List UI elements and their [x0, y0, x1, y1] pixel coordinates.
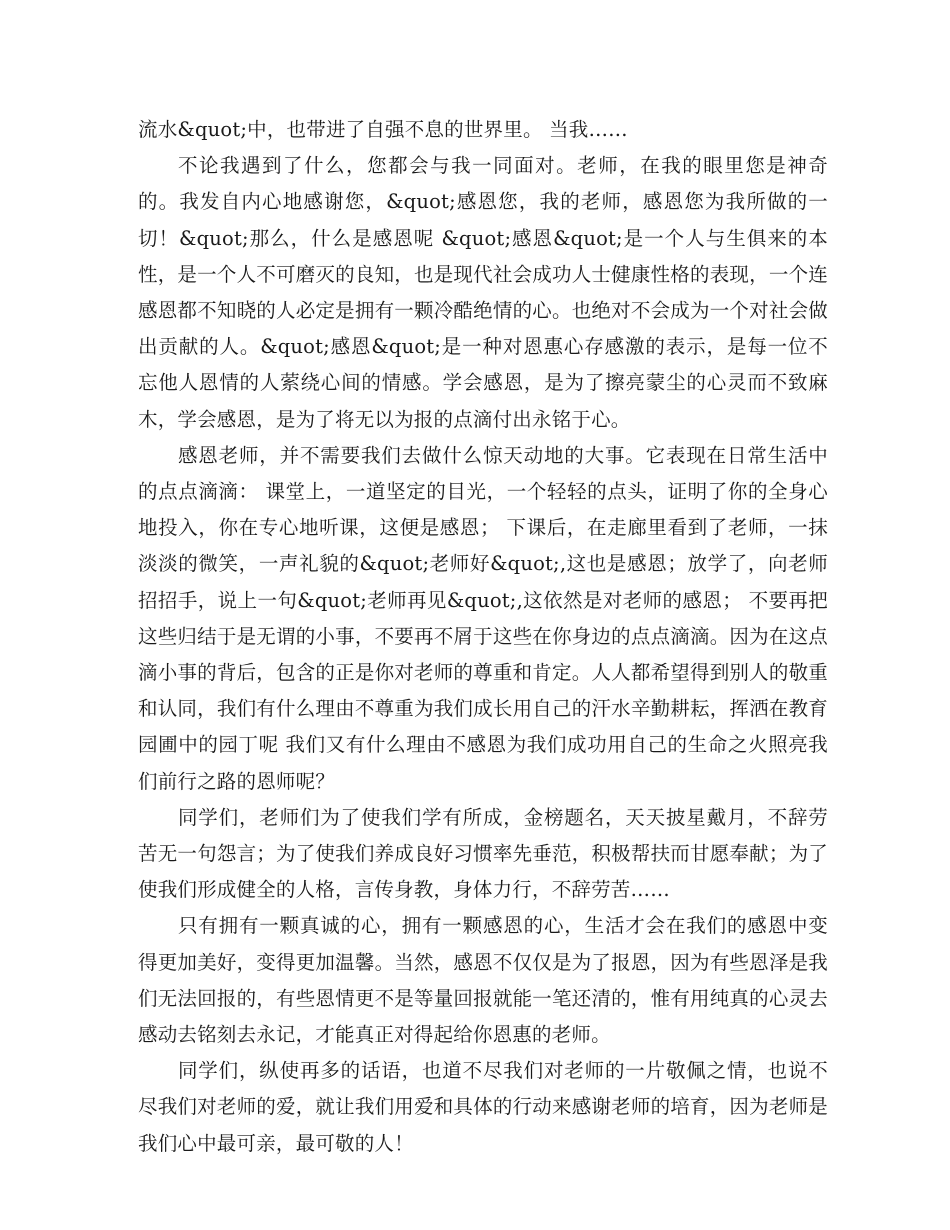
paragraph-1: 流水&quot;中，也带进了自强不息的世界里。 当我……	[138, 118, 628, 141]
document-body	[138, 112, 828, 1162]
paragraph-5: 只有拥有一颗真诚的心，拥有一颗感恩的心，生活才会在我们的感恩中变得更加美好，变得更加温馨。当然，感恩不仅仅是为了报恩，因为有些恩泽是我们无法回报的，有些恩情更不是等量回报就能一笔还清的，惟有用纯真的心灵去感动去铭刻去永记，才能真正对得起给你恩惠的老师。	[138, 914, 828, 1047]
paragraph-4: 同学们，老师们为了使我们学有所成，金榜题名，天天披星戴月，不辞劳苦无一句怨言；为了使我们养成良好习惯率先垂范，积极帮扶而甘愿奉献；为了使我们形成健全的人格，言传身教，身体力行，不辞劳苦……	[138, 805, 828, 902]
paragraph-3: 感恩老师，并不需要我们去做什么惊天动地的大事。它表现在日常生活中的点点滴滴： 课堂上，一道坚定的目光，一个轻轻的点头，证明了你的全身心地投入，你在专心地听课，这便是感恩； 下课后，在走廊里看到了老师，一抹淡淡的微笑，一声礼貌的&quot;老师好&quot;,这也是感恩；放学了，向老师招招手，说上一句&quot;老师再见&quot;,这依然是对老师的感恩； 不要再把这些归结于是无谓的小事，不要再不屑于这些在你身边的点点滴滴。因为在这点滴小事的背后，包含的正是你对老师的尊重和肯定。人人都希望得到别人的敬重和认同，我们有什么理由不尊重为我们成长用自己的汗水辛勤耕耘，挥洒在教育园圃中的园丁呢 我们又有什么理由不感恩为我们成功用自己的生命之火照亮我们前行之路的恩师呢？	[138, 443, 828, 793]
paragraph-2: 不论我遇到了什么，您都会与我一同面对。老师，在我的眼里您是神奇的。我发自内心地感谢您，&quot;感恩您，我的老师，感恩您为我所做的一切！&quot;那么，什么是感恩呢 &quot;感恩&quot;是一个人与生俱来的本性，是一个人不可磨灭的良知，也是现代社会成功人士健康性格的表现，一个连感恩都不知晓的人必定是拥有一颗冷酷绝情的心。也绝对不会成为一个对社会做出贡献的人。&quot;感恩&quot;是一种对恩惠心存感激的表示，是每一位不忘他人恩情的人萦绕心间的情感。学会感恩，是为了擦亮蒙尘的心灵而不致麻木，学会感恩，是为了将无以为报的点滴付出永铭于心。	[138, 154, 828, 431]
paragraph-6: 同学们，纵使再多的话语，也道不尽我们对老师的一片敬佩之情，也说不尽我们对老师的爱，就让我们用爱和具体的行动来感谢老师的培育，因为老师是我们心中最可亲，最可敬的人！	[138, 1059, 828, 1155]
